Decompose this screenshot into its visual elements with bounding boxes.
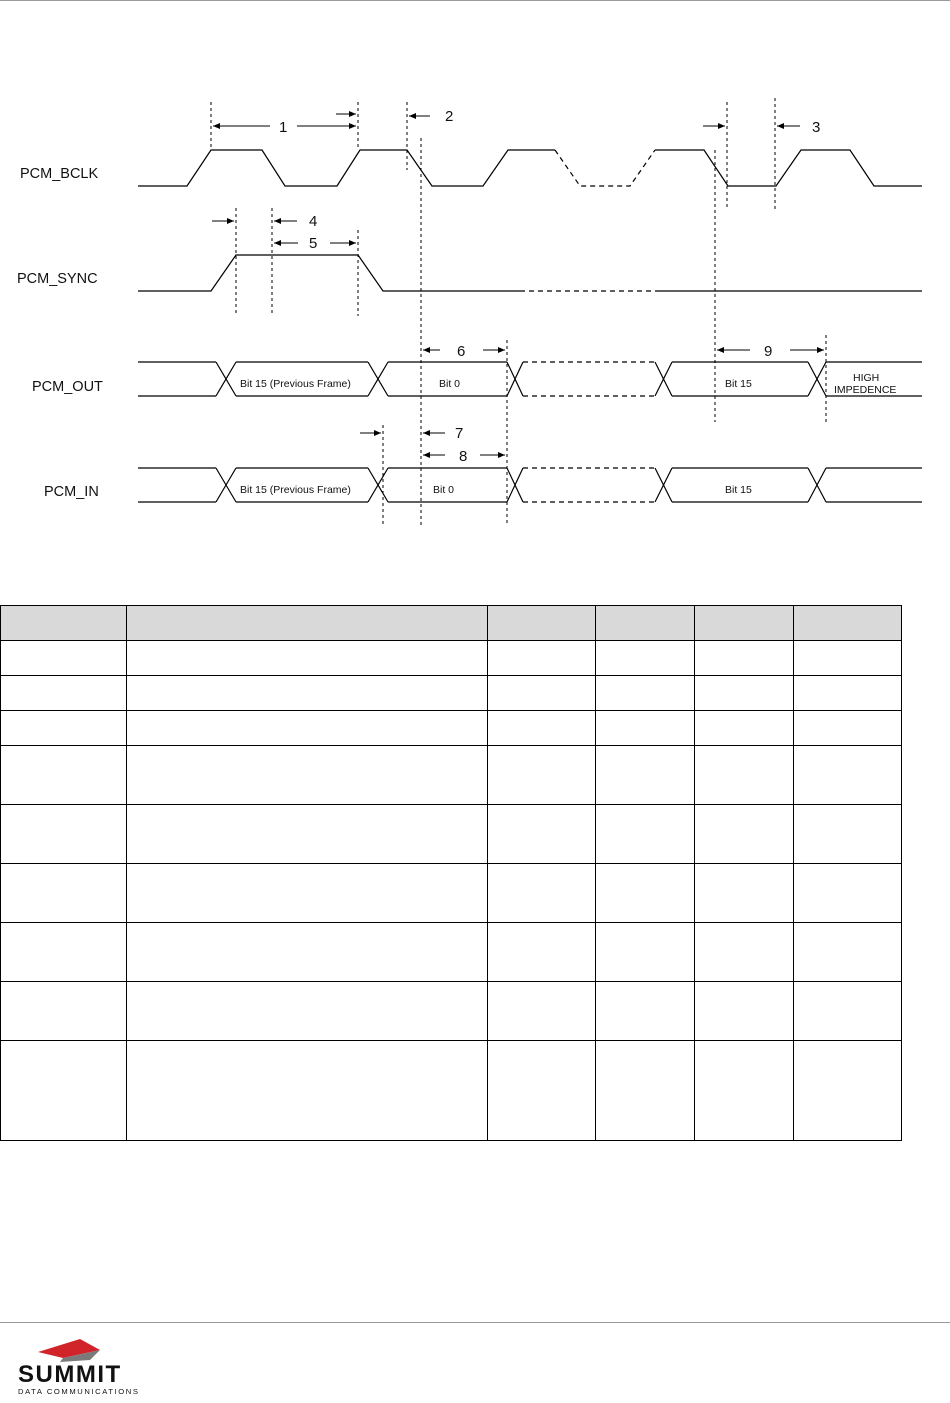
table-cell [488, 805, 596, 864]
table-cell [1, 864, 127, 923]
table-cell [127, 923, 488, 982]
table-header-cell [695, 606, 794, 641]
table-row [1, 676, 902, 711]
table-cell [127, 641, 488, 676]
table-row [1, 805, 902, 864]
table-cell [695, 641, 794, 676]
table-cell [488, 982, 596, 1041]
logo-text: SUMMIT [18, 1361, 122, 1388]
table-header-cell [127, 606, 488, 641]
marker-9: 9 [764, 343, 773, 360]
reference-lines [211, 98, 826, 528]
table-cell [488, 923, 596, 982]
pcm-bclk-waveform-dashed [555, 150, 655, 186]
marker-6: 6 [457, 343, 466, 360]
table-cell [488, 676, 596, 711]
table-row [1, 641, 902, 676]
table-cell [794, 805, 902, 864]
marker-3: 3 [812, 119, 821, 136]
table-cell [794, 746, 902, 805]
table-cell [1, 711, 127, 746]
table-row [1, 864, 902, 923]
table-cell [695, 676, 794, 711]
table-cell [1, 923, 127, 982]
table-cell [1, 1041, 127, 1141]
bit-label-in-bit0: Bit 0 [433, 484, 455, 496]
bit-label-in-prev: Bit 15 (Previous Frame) [240, 484, 351, 496]
bit-label-high-z-1: HIGH [853, 372, 880, 384]
pcm-sync-waveform [138, 255, 520, 291]
signal-label-pcm-in: PCM_IN [44, 484, 99, 500]
table-cell [695, 746, 794, 805]
table-cell [1, 676, 127, 711]
marker-5: 5 [309, 235, 318, 252]
table-cell [794, 711, 902, 746]
table-cell [794, 864, 902, 923]
pcm-bclk-waveform [138, 150, 555, 186]
bit-label-high-z-2: IMPEDENCE [834, 384, 897, 396]
table-row [1, 711, 902, 746]
bit-label-in-bit15: Bit 15 [725, 484, 752, 496]
table-cell [596, 641, 695, 676]
footer-rule [0, 1322, 950, 1323]
marker-4: 4 [309, 213, 318, 230]
table-cell [127, 746, 488, 805]
table-cell [695, 805, 794, 864]
timing-parameters-table [0, 605, 902, 1141]
table-cell [488, 711, 596, 746]
table-cell [596, 746, 695, 805]
table-cell [127, 805, 488, 864]
table-cell [1, 746, 127, 805]
table-cell [596, 676, 695, 711]
table-cell [596, 982, 695, 1041]
table-header-cell [794, 606, 902, 641]
table-cell [794, 1041, 902, 1141]
table-row [1, 923, 902, 982]
summit-logo [14, 1334, 154, 1396]
table-cell [596, 864, 695, 923]
signal-label-pcm-sync: PCM_SYNC [17, 271, 98, 287]
table-row [1, 746, 902, 805]
table-cell [596, 923, 695, 982]
bit-label-out-bit0: Bit 0 [439, 378, 461, 390]
table-header-cell [1, 606, 127, 641]
table-cell [794, 641, 902, 676]
logo-subtext: DATA COMMUNICATIONS [18, 1387, 140, 1396]
table-cell [127, 676, 488, 711]
pcm-bclk-waveform-end [655, 150, 922, 186]
table-cell [1, 982, 127, 1041]
table-header-row [1, 606, 902, 641]
marker-2: 2 [445, 108, 454, 125]
table-cell [127, 1041, 488, 1141]
table-cell [1, 805, 127, 864]
table-cell [596, 1041, 695, 1141]
marker-1: 1 [279, 119, 288, 136]
table-row [1, 982, 902, 1041]
table-cell [488, 1041, 596, 1141]
bit-label-out-bit15: Bit 15 [725, 378, 752, 390]
table-cell [488, 746, 596, 805]
table-cell [695, 864, 794, 923]
table-cell [596, 711, 695, 746]
signal-label-pcm-out: PCM_OUT [32, 379, 103, 395]
marker-7: 7 [455, 425, 464, 442]
table-cell [488, 641, 596, 676]
signal-label-pcm-bclk: PCM_BCLK [20, 166, 99, 182]
table-cell [794, 982, 902, 1041]
table-cell [127, 864, 488, 923]
timing-arrows [212, 114, 824, 455]
table-cell [794, 923, 902, 982]
table-row [1, 1041, 902, 1141]
table-cell [695, 923, 794, 982]
bit-label-out-prev: Bit 15 (Previous Frame) [240, 378, 351, 390]
table-header-cell [488, 606, 596, 641]
table-cell [794, 676, 902, 711]
table-header-cell [596, 606, 695, 641]
table-cell [596, 805, 695, 864]
table-cell [1, 641, 127, 676]
header-rule [0, 0, 950, 1]
table-cell [127, 982, 488, 1041]
table-cell [488, 864, 596, 923]
table-cell [127, 711, 488, 746]
pcm-timing-diagram [0, 90, 950, 550]
table-cell [695, 982, 794, 1041]
table-cell [695, 1041, 794, 1141]
table-cell [695, 711, 794, 746]
marker-8: 8 [459, 448, 468, 465]
